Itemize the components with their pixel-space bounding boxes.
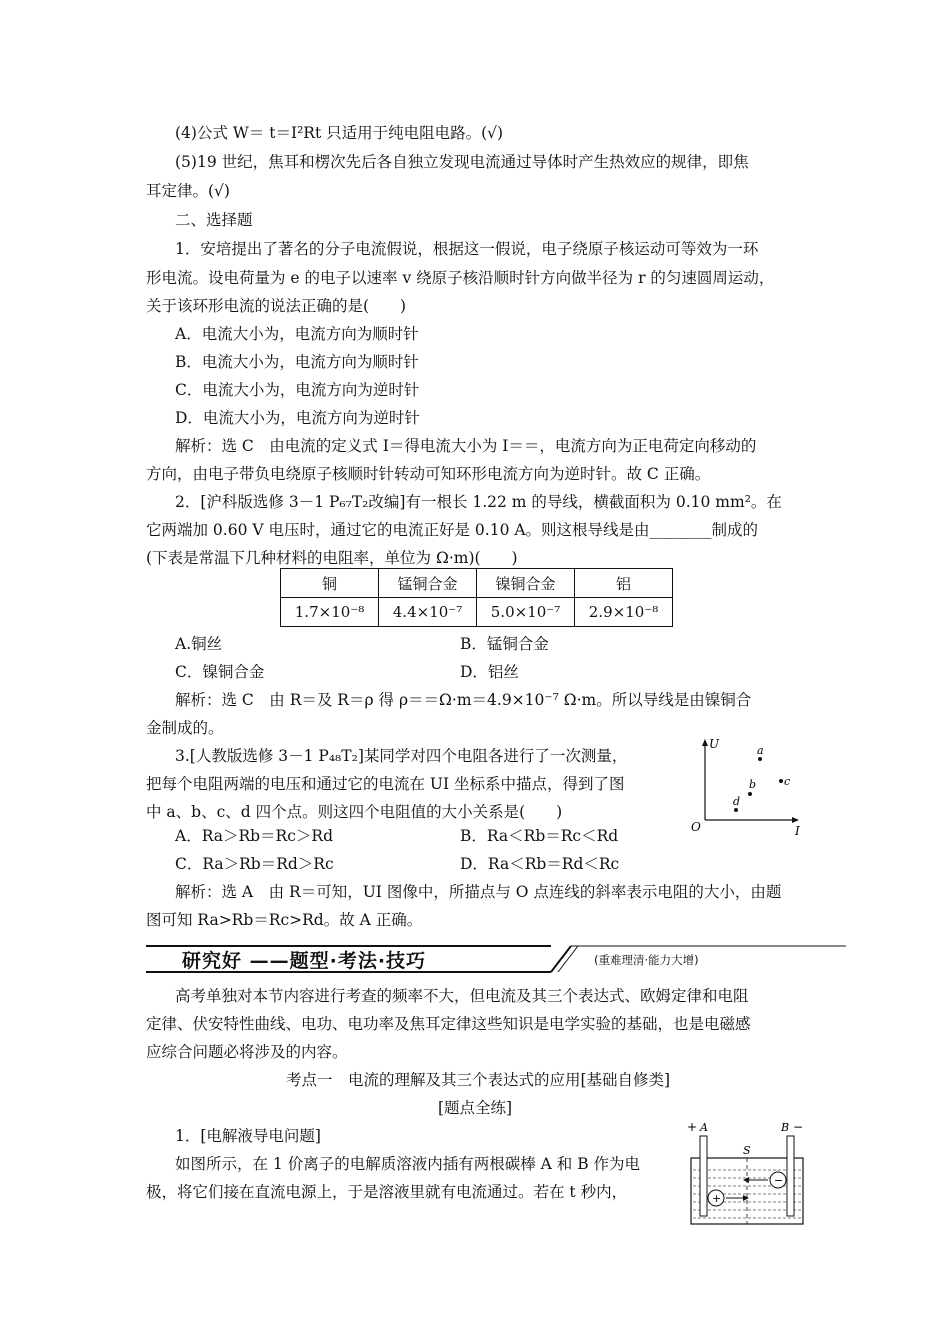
question-text: 把每个电阻两端的电压和通过它的电流在 UI 坐标系中描点，得到了图 <box>146 775 625 793</box>
electrode-a <box>700 1136 707 1216</box>
question-title: 1．[电解液导电问题] <box>175 1127 321 1145</box>
text-line: (4)公式 W＝ t＝I²Rt 只适用于纯电阻电路。(√) <box>175 124 504 142</box>
solution-text: 解析：选 A 由 R＝可知，UI 图像中，所描点与 O 点连线的斜率表示电阻的大小，由题 <box>175 883 782 901</box>
electrode-label-a: A <box>700 1121 708 1134</box>
solution-text: 解析：选 C 由 R＝及 R＝ρ 得 ρ＝＝Ω·m＝4.9×10⁻⁷ Ω·m。所以导线是由镍铜合 <box>175 691 752 709</box>
paragraph-text: 定律、伏安特性曲线、电功、电功率及焦耳定律这些知识是电学实验的基础，也是电磁感 <box>146 1015 751 1033</box>
question-text: 1．安培提出了著名的分子电流假说，根据这一假说，电子绕原子核运动可等效为一环 <box>175 240 759 258</box>
resistivity-table <box>280 568 673 627</box>
text-line: 耳定律。(√) <box>146 182 230 200</box>
table-header-cell: 铜 <box>281 569 379 598</box>
banner-subtitle: (重难理清·能力大增) <box>594 953 699 967</box>
axis-label-u: U <box>709 737 720 751</box>
axis-label-i: I <box>795 824 800 838</box>
table-header-cell: 锰铜合金 <box>379 569 477 598</box>
subheading: [题点全练] <box>438 1099 513 1117</box>
option-d: D．电流大小为，电流方向为逆时针 <box>175 409 420 427</box>
origin-label: O <box>691 820 701 834</box>
point-label-b: b <box>749 778 757 791</box>
section-banner <box>146 944 846 976</box>
table-header-cell: 铝 <box>575 569 673 598</box>
solution-text: 金制成的。 <box>146 719 224 737</box>
solution-text: 方向，由电子带负电绕原子核顺时针转动可知环形电流方向为逆时针。故 C 正确。 <box>146 465 711 483</box>
point-b <box>748 792 752 796</box>
question-text: 如图所示，在 1 价离子的电解质溶液内插有两根碳棒 A 和 B 作为电 <box>175 1155 641 1173</box>
table-cell: 2.9×10⁻⁸ <box>575 598 673 627</box>
plus-terminal: + <box>687 1120 698 1134</box>
point-a <box>758 757 762 761</box>
option-c: C．电流大小为，电流方向为逆时针 <box>175 381 420 399</box>
ui-graph-figure <box>683 735 813 840</box>
electrode-label-b: B <box>781 1121 790 1134</box>
question-text: 形电流。设电荷量为 e 的电子以速率 v 绕原子核沿顺时针方向做半径为 r 的匀速圆周运动， <box>146 269 775 287</box>
table-row <box>281 598 673 627</box>
point-label-c: c <box>784 775 791 788</box>
question-text: 极，将它们接在直流电源上，于是溶液里就有电流通过。若在 t 秒内， <box>146 1183 628 1201</box>
option-b: B．电流大小为，电流方向为顺时针 <box>175 353 419 371</box>
option-a: A．Ra＞Rb＝Rc＞Rd <box>175 827 333 845</box>
option-d: D．Ra＜Rb＝Rd＜Rc <box>460 855 620 873</box>
table-cell: 4.4×10⁻⁷ <box>379 598 477 627</box>
question-text: 2．[沪科版选修 3－1 P₆₇T₂改编]有一根长 1.22 m 的导线，横截面积为 0.10 mm²。在 <box>175 493 782 511</box>
text-line: (5)19 世纪，焦耳和楞次先后各自独立发现电流通过导体时产生热效应的规律，即焦 <box>175 153 749 171</box>
point-c <box>779 779 783 783</box>
positive-ion-sign: + <box>712 1192 722 1205</box>
question-text: 中 a、b、c、d 四个点。则这四个电阻值的大小关系是( ) <box>146 803 563 821</box>
banner-title: 研究好 ——题型·考法·技巧 <box>182 950 427 972</box>
paragraph-text: 应综合问题必将涉及的内容。 <box>146 1043 348 1061</box>
table-header-row <box>281 569 673 598</box>
option-b: B．锰铜合金 <box>460 635 549 653</box>
question-text: 关于该环形电流的说法正确的是( ) <box>146 297 407 315</box>
option-a: A．电流大小为，电流方向为顺时针 <box>175 325 419 343</box>
table-cell: 5.0×10⁻⁷ <box>477 598 575 627</box>
solution-text: 解析：选 C 由电流的定义式 I＝得电流大小为 I＝＝，电流方向为正电荷定向移动的 <box>175 437 757 455</box>
negative-ion-sign: − <box>774 1174 784 1187</box>
section-label-s: S <box>743 1144 751 1157</box>
question-text: (下表是常温下几种材料的电阻率，单位为 Ω·m)( ) <box>146 549 518 567</box>
paragraph-text: 高考单独对本节内容进行考查的频率不大，但电流及其三个表达式、欧姆定律和电阻 <box>175 987 749 1005</box>
point-label-d: d <box>733 795 741 808</box>
electrolysis-figure <box>683 1118 813 1230</box>
point-d <box>734 808 738 812</box>
option-a: A.铜丝 <box>175 635 223 653</box>
question-text: 3.[人教版选修 3－1 P₄₈T₂]某同学对四个电阻各进行了一次测量， <box>175 747 628 765</box>
table-header-cell: 镍铜合金 <box>477 569 575 598</box>
question-text: 它两端加 0.60 V 电压时，通过它的电流正好是 0.10 A。则这根导线是由________制成的 <box>146 521 759 539</box>
section-heading: 二、选择题 <box>175 211 253 229</box>
table-cell: 1.7×10⁻⁸ <box>281 598 379 627</box>
minus-terminal: − <box>793 1120 804 1134</box>
option-b: B．Ra＜Rb＝Rc＜Rd <box>460 827 619 845</box>
option-c: C．镍铜合金 <box>175 663 265 681</box>
option-c: C．Ra＞Rb＝Rd＞Rc <box>175 855 334 873</box>
solution-text: 图可知 Ra>Rb＝Rc>Rd。故 A 正确。 <box>146 911 423 929</box>
option-d: D．铝丝 <box>460 663 519 681</box>
electrode-b <box>787 1136 794 1216</box>
point-label-a: a <box>757 744 764 757</box>
topic-heading: 考点一 电流的理解及其三个表达式的应用[基础自修类] <box>286 1071 671 1089</box>
